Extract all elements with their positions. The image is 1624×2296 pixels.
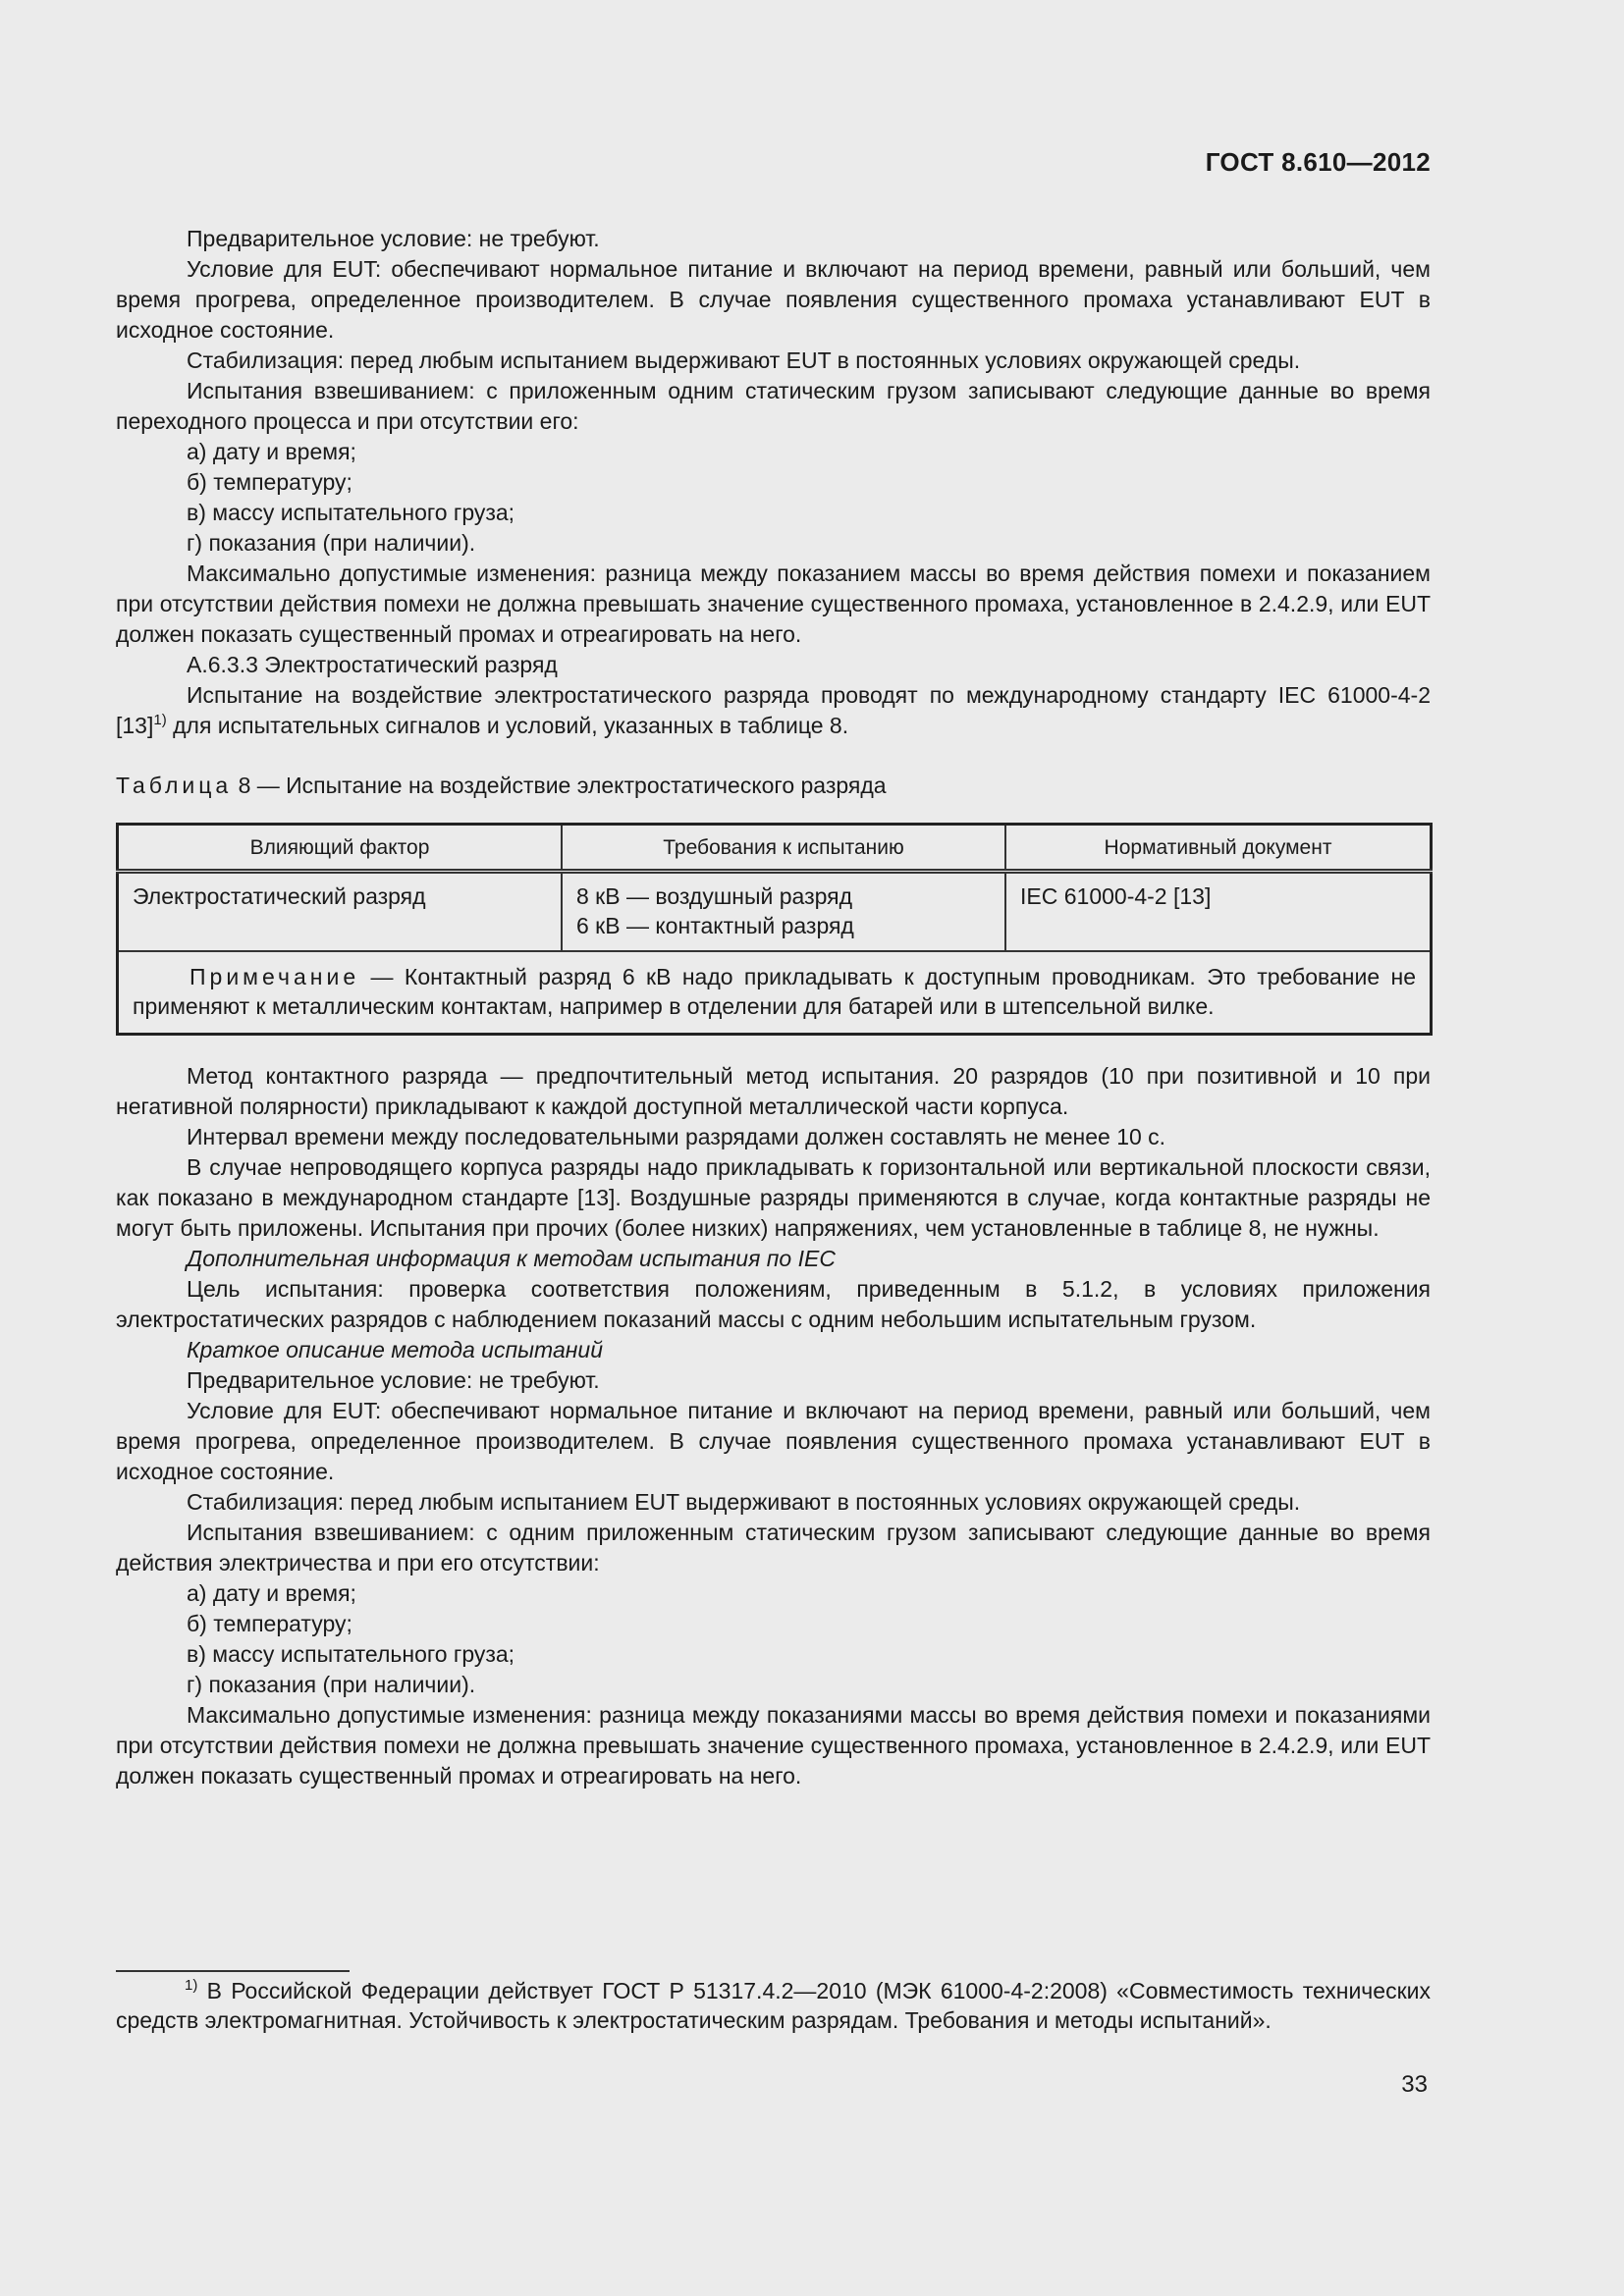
iec-text-before: Испытание на воздействие электростатического разряда проводят по международному стандарту IEC 61000-4-2 [13] <box>116 682 1431 738</box>
paragraph: Испытания взвешиванием: с приложенным одним статическим грузом записывают следующие данные во время переходного процесса и при отсутствии его: <box>116 378 1431 434</box>
paragraph: Предварительное условие: не требуют. <box>187 226 600 251</box>
table-cell-document: IEC 61000-4-2 [13] <box>1005 872 1432 952</box>
italic-subheading: Дополнительная информация к методам испытания по IEC <box>187 1246 836 1271</box>
paragraph: Метод контактного разряда — предпочтительный метод испытания. 20 разрядов (10 при позитивной и 10 при негативной полярности) прикладывают к каждой доступной металлической части корпуса. <box>116 1063 1431 1119</box>
table-cell-factor: Электростатический разряд <box>118 872 563 952</box>
page-number: 33 <box>1401 2071 1428 2098</box>
document-header: ГОСТ 8.610—2012 <box>1205 147 1431 177</box>
paragraph: Стабилизация: перед любым испытанием выдерживают EUT в постоянных условиях окружающей среды. <box>187 347 1301 373</box>
paragraph: Испытания взвешиванием: с одним приложенным статическим грузом записывают следующие данные во время действия электричества и при его отсутствии: <box>116 1520 1431 1575</box>
column-header: Нормативный документ <box>1005 825 1432 872</box>
footnote-ref: 1) <box>153 712 167 728</box>
table-caption-text: 8 — Испытание на воздействие электростатического разряда <box>232 773 887 798</box>
table-row <box>118 872 1432 952</box>
column-header: Влияющий фактор <box>118 825 563 872</box>
footnote-divider <box>116 1970 350 1972</box>
footnote-mark: 1) <box>185 1977 198 1994</box>
requirement-line: 6 кВ — контактный разряд <box>576 913 854 938</box>
table-header-row <box>118 825 1432 872</box>
note-text: — Контактный разряд 6 кВ надо прикладывать к доступным проводникам. Это требование не применяют к металлическим контактам, например в отделении для батарей или в штепсельной вилке. <box>133 964 1416 1019</box>
list-item: б) температуру; <box>187 469 352 495</box>
table-caption <box>116 771 1431 801</box>
list-item: г) показания (при наличии). <box>187 1672 476 1697</box>
paragraph: В случае непроводящего корпуса разряды надо прикладывать к горизонтальной или вертикальной плоскости связи, как показано в международном стандарте [13]. Воздушные разряды применяются в случае, когда контактные разряды не могут быть приложены. Испытания при прочих (более низких) напряжениях, чем установленные в таблице 8, не нужны. <box>116 1154 1431 1241</box>
paragraph: Предварительное условие: не требуют. <box>187 1367 600 1393</box>
paragraph-iec <box>116 680 1431 741</box>
list-item: а) дату и время; <box>187 439 356 464</box>
italic-subheading: Краткое описание метода испытаний <box>187 1337 603 1362</box>
footnote <box>116 1976 1431 2035</box>
footnote-text <box>116 1976 1431 2035</box>
table-note-row <box>118 951 1432 1035</box>
note-label: Примечание <box>189 964 360 989</box>
table-note <box>118 951 1432 1035</box>
list-item: в) массу испытательного груза; <box>187 500 515 525</box>
column-header: Требования к испытанию <box>562 825 1005 872</box>
table-8 <box>116 823 1433 1036</box>
list-item: б) температуру; <box>187 1611 352 1636</box>
document-body <box>116 224 1431 1791</box>
list-item: а) дату и время; <box>187 1580 356 1606</box>
iec-text-after: для испытательных сигналов и условий, указанных в таблице 8. <box>166 713 849 738</box>
paragraph: Условие для EUT: обеспечивают нормальное питание и включают на период времени, равный или больший, чем время прогрева, определенное производителем. В случае появления существенного промаха устанавливают EUT в исходное состояние. <box>116 256 1431 343</box>
table-cell-requirements <box>562 872 1005 952</box>
table-caption-label: Таблица <box>116 773 233 798</box>
paragraph: Условие для EUT: обеспечивают нормальное питание и включают на период времени, равный или больший, чем время прогрева, определенное производителем. В случае появления существенного промаха устанавливают EUT в исходное состояние. <box>116 1398 1431 1484</box>
footnote-body: В Российской Федерации действует ГОСТ Р 51317.4.2—2010 (МЭК 61000-4-2:2008) «Совместимость технических средств электромагнитная. Устойчивость к электростатическим разрядам. Требования и методы испытаний». <box>116 1978 1431 2033</box>
paragraph: Цель испытания: проверка соответствия положениям, приведенным в 5.1.2, в условиях приложения электростатических разрядов с наблюдением показаний массы с одним небольшим испытательным грузом. <box>116 1276 1431 1332</box>
list-item: г) показания (при наличии). <box>187 530 476 556</box>
requirement-line: 8 кВ — воздушный разряд <box>576 883 853 909</box>
paragraph: Максимально допустимые изменения: разница между показанием массы во время действия помехи и показанием при отсутствии действия помехи не должна превышать значение существенного промаха, установленное в 2.4.2.9, или EUT должен показать существенный промах и отреагировать на него. <box>116 561 1431 647</box>
paragraph: Максимально допустимые изменения: разница между показаниями массы во время действия помехи и показаниями при отсутствии действия помехи не должна превышать значение существенного промаха, установленное в 2.4.2.9, или EUT должен показать существенный промах и отреагировать на него. <box>116 1702 1431 1789</box>
paragraph: Стабилизация: перед любым испытанием EUT выдерживают в постоянных условиях окружающей среды. <box>187 1489 1301 1515</box>
list-item: в) массу испытательного груза; <box>187 1641 515 1667</box>
section-heading: А.6.3.3 Электростатический разряд <box>187 652 558 677</box>
paragraph: Интервал времени между последовательными разрядами должен составлять не менее 10 с. <box>187 1124 1166 1149</box>
